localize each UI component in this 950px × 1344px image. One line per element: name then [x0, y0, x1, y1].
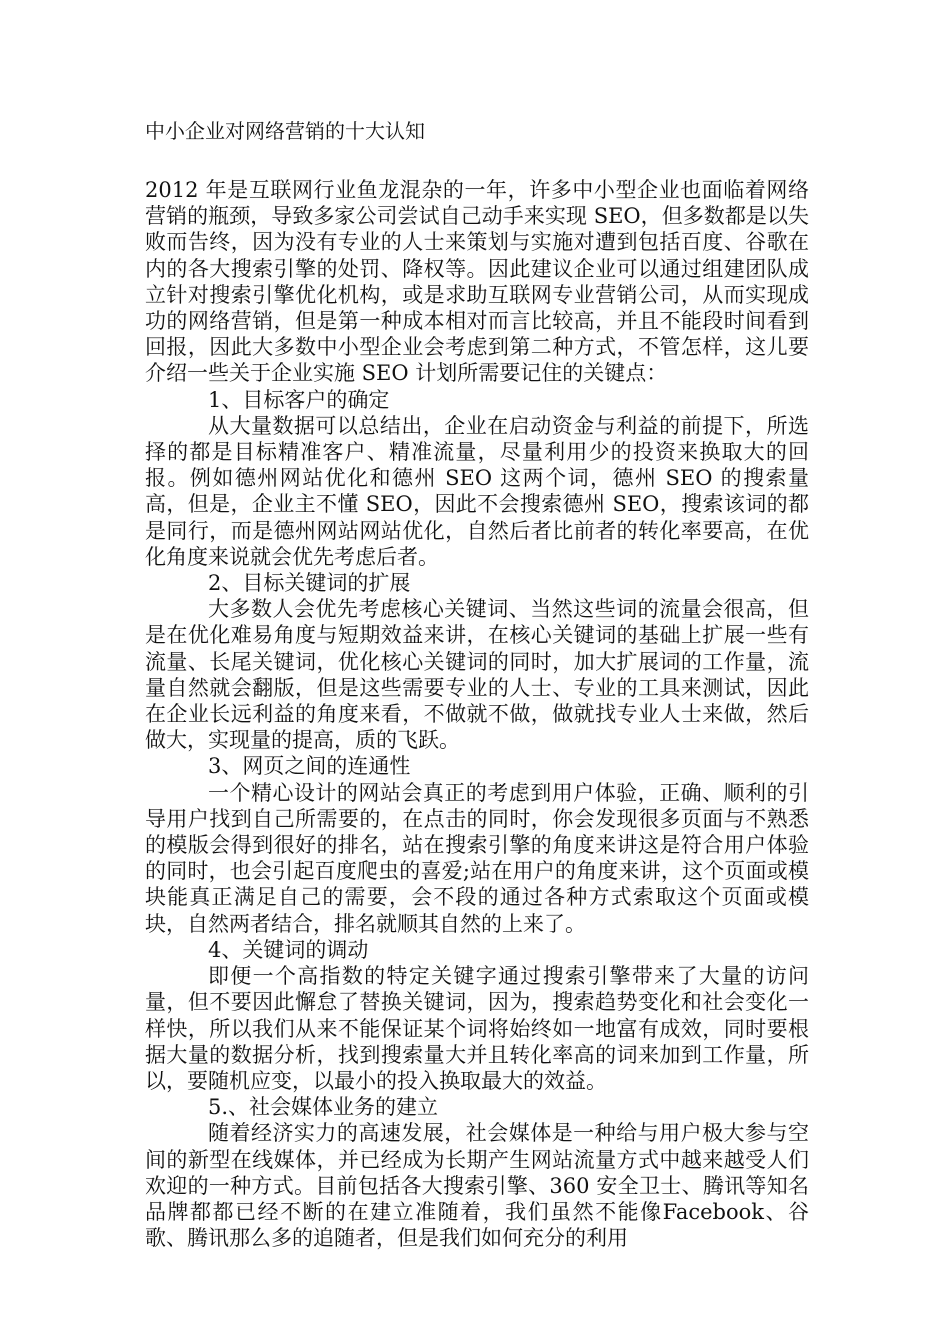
section-heading: 3、网页之间的连通性 — [208, 754, 411, 779]
section-paragraph: 大多数人会优先考虑核心关键词、当然这些词的流量会很高，但是在优化难易角度与短期效益来讲，在核心关键词的基础上扩展一些有流量、长尾关键词，优化核心关键词的同时，加大扩展词的工作量，流量自然就会翻版，但是这些需要专业的人士、专业的工具来测试，因此在企业长远利益的角度来看，不做就不做，做就找专业人士来做，然后做大，实现量的提高，质的飞跃。 — [145, 597, 809, 753]
section-heading: 1、目标客户的确定 — [208, 387, 390, 412]
section-heading: 4、关键词的调动 — [208, 937, 369, 962]
title-spacer — [145, 144, 809, 177]
section-heading: 5.、社会媒体业务的建立 — [208, 1095, 439, 1120]
section-paragraph: 随着经济实力的高速发展，社会媒体是一种给与用户极大参与空间的新型在线媒体，并已经成为长期产生网站流量方式中越来越受人们欢迎的一种方式。目前包括各大搜索引擎、360 安全卫士、腾讯等知名品牌都都已经不断的在建立准随着，我们虽然不能像Facebook、谷歌、腾讯那么多的追随者，但是我们如何充分的利用 — [145, 1121, 809, 1251]
section-heading: 2、目标关键词的扩展 — [208, 571, 411, 596]
intro-paragraph: 2012 年是互联网行业鱼龙混杂的一年，许多中小型企业也面临着网络营销的瓶颈，导致多家公司尝试自己动手来实现 SEO，但多数都是以失败而告终，因为没有专业的人士来策划与实施对遭到包括百度、谷歌在内的各大搜索引擎的处罚、降权等。因此建议企业可以通过组建团队成立针对搜索引擎优化机构，或是求助互联网专业营销公司，从而实现成功的网络营销，但是第一种成本相对而言比较高，并且不能段时间看到回报，因此大多数中小型企业会考虑到第二种方式，不管怎样，这儿要介绍一些关于企业实施 SEO 计划所需要记住的关键点： — [145, 178, 809, 386]
document-title: 中小企业对网络营销的十大认知 — [145, 119, 425, 143]
section-paragraph: 即便一个高指数的特定关键字通过搜索引擎带来了大量的访问量，但不要因此懈怠了替换关键词，因为，搜索趋势变化和社会变化一样快，所以我们从来不能保证某个词将始终如一地富有成效，同时要根据大量的数据分析，找到搜索量大并且转化率高的词来加到工作量，所以，要随机应变，以最小的投入换取最大的效益。 — [145, 964, 809, 1093]
section-paragraph: 一个精心设计的网站会真正的考虑到用户体验，正确、顺利的引导用户找到自己所需要的，在点击的同时，你会发现很多页面与不熟悉的模版会得到很好的排名，站在搜索引擎的角度来讲这是符合用户体验的同时，也会引起百度爬虫的喜爱;站在用户的角度来讲，这个页面或模块能真正满足自己的需要，会不段的通过各种方式索取这个页面或模块，自然两者结合，排名就顺其自然的上来了。 — [145, 780, 809, 936]
document-body — [145, 118, 809, 1251]
section-paragraph: 从大量数据可以总结出，企业在启动资金与利益的前提下，所选择的都是目标精准客户、精准流量，尽量利用少的投资来换取大的回报。例如德州网站优化和德州 SEO 这两个词，德州 SEO 的搜索量高，但是，企业主不懂 SEO，因此不会搜索德州 SEO，搜索该词的都是同行，而是德州网站网站优化，自然后者比前者的转化率要高，在优化角度来说就会优先考虑后者。 — [145, 413, 809, 569]
